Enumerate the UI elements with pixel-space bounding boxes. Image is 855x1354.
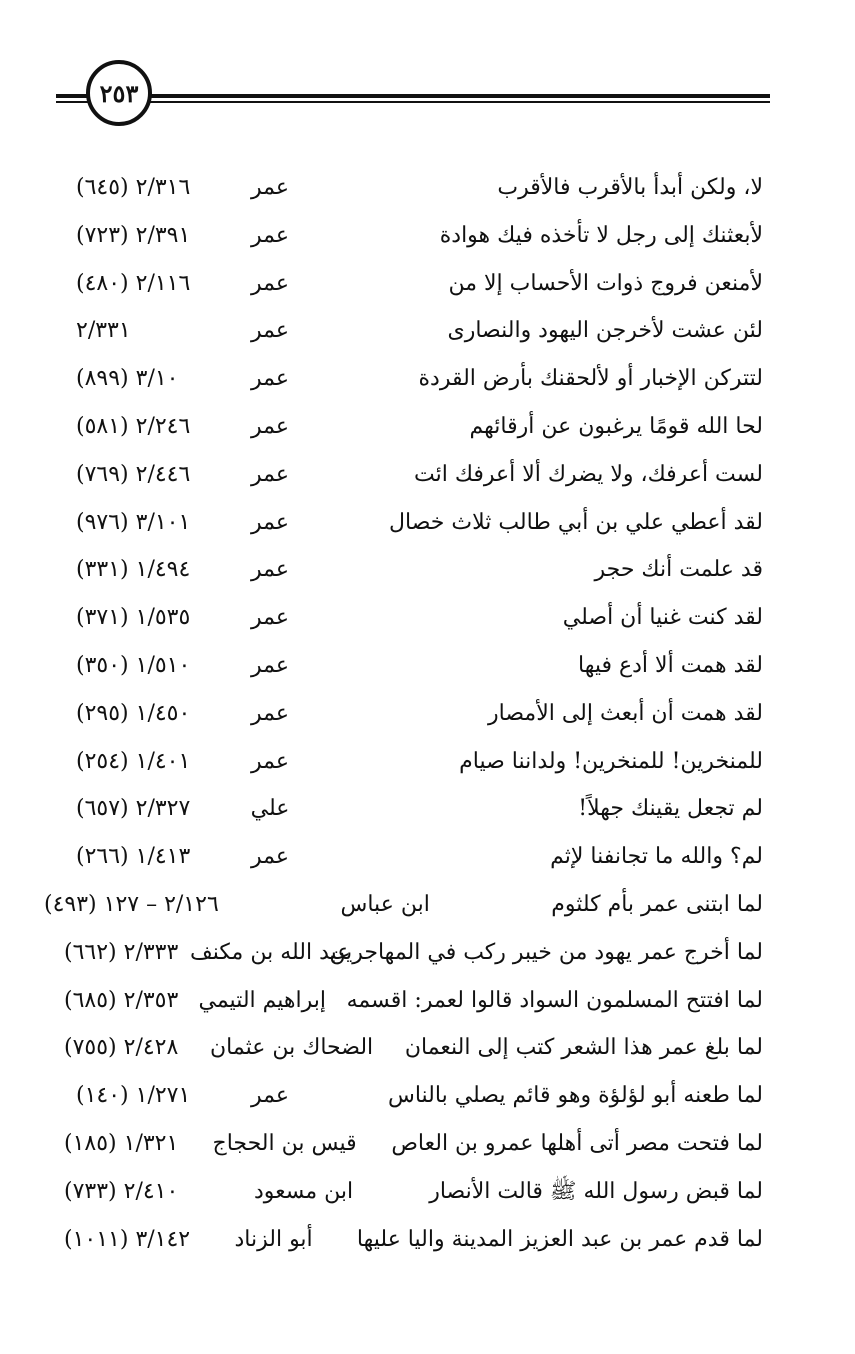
index-entry: [0, 1072, 855, 1120]
index-entry: [0, 499, 855, 547]
index-entry: [0, 929, 855, 977]
entry-text: لما بلغ عمر هذا الشعر كتب إلى النعمان: [404, 1035, 763, 1061]
entry-speaker: عمر: [251, 413, 289, 439]
entry-text: لست أعرفك، ولا يضرك ألا أعرفك ائت: [413, 461, 763, 487]
entry-text: لأبعثنك إلى رجل لا تأخذه فيك هوادة: [439, 222, 763, 248]
entry-speaker: أبو الزناد: [234, 1226, 313, 1252]
entry-reference: ٣/١٠١ (٩٧٦): [76, 509, 191, 535]
entry-reference: ١/٣٢١ (١٨٥): [64, 1130, 179, 1156]
entry-speaker: عمر: [251, 461, 289, 487]
index-entry: [0, 881, 855, 929]
entry-reference: ٢/١١٦ (٤٨٠): [76, 270, 191, 296]
entry-reference: ٣/١٠ (٨٩٩): [76, 366, 179, 392]
index-entry: [0, 403, 855, 451]
index-entry: [0, 738, 855, 786]
entry-speaker: عمر: [251, 1083, 289, 1109]
entry-reference: ٢/٣٩١ (٧٢٣): [76, 222, 191, 248]
index-entry: [0, 1168, 855, 1216]
entry-speaker: عمر: [251, 605, 289, 631]
entry-reference: ١/٤٥٠ (٢٩٥): [76, 700, 191, 726]
entry-speaker: ابن مسعود: [254, 1178, 354, 1204]
entry-reference: ١/٤١٣ (٢٦٦): [76, 844, 191, 870]
entry-reference: ٢/٣١٦ (٦٤٥): [76, 175, 191, 200]
entry-reference: ٣/١٤٢ (١٠١١): [64, 1226, 191, 1252]
entry-reference: ٢/٣٣١: [76, 318, 131, 344]
entry-text: لقد همت ألا أدع فيها: [578, 652, 763, 678]
index-entry: [0, 355, 855, 403]
index-entry: [0, 546, 855, 594]
index-entry: [0, 451, 855, 499]
index-entry: [0, 212, 855, 260]
entry-text: للمنخرين! للمنخرين! ولداننا صيام: [459, 748, 763, 774]
entry-reference: ١/٥٣٥ (٣٧١): [76, 605, 191, 631]
entry-text: لما قدم عمر بن عبد العزيز المدينة واليا عليها: [356, 1226, 763, 1252]
entry-text: لم تجعل يقينك جهلاً!: [578, 796, 763, 822]
index-entry: [0, 1024, 855, 1072]
entry-speaker: إبراهيم التيمي: [198, 987, 327, 1013]
index-entry: [0, 1216, 855, 1264]
page-header: [0, 0, 855, 140]
entry-text: لأمنعن فروج ذوات الأحساب إلا من: [448, 270, 763, 296]
entry-speaker: عمر: [251, 652, 289, 678]
entry-text: لما افتتح المسلمون السواد قالوا لعمر: اقسمه: [346, 987, 763, 1013]
entry-reference: ١/٤٠١ (٢٥٤): [76, 748, 191, 774]
index-entry: [0, 594, 855, 642]
entry-text: لما قبض رسول الله ﷺ قالت الأنصار: [429, 1178, 763, 1204]
page-number: ٢٥٣: [99, 78, 139, 108]
entry-reference: ٢/٣٢٧ (٦٥٧): [76, 796, 191, 822]
index-entry: [0, 642, 855, 690]
index-entry: [0, 260, 855, 308]
entry-reference: ١/٤٩٤ (٣٣١): [76, 557, 191, 583]
entry-text: قد علمت أنك حجر: [594, 557, 763, 583]
entry-text: لا، ولكن أبدأ بالأقرب فالأقرب: [497, 175, 763, 200]
entry-text: لقد كنت غنيا أن أصلي: [562, 605, 763, 631]
entry-speaker: عمر: [251, 318, 289, 344]
entry-reference: ٢/١٢٦ – ١٢٧ (٤٩٣): [44, 891, 219, 917]
index-list: [0, 164, 855, 1263]
entry-speaker: عبد الله بن مكنف: [190, 939, 351, 965]
entry-reference: ٢/٢٤٦ (٥٨١): [76, 413, 191, 439]
entry-speaker: علي: [250, 796, 290, 822]
entry-reference: ١/٢٧١ (١٤٠): [76, 1083, 191, 1109]
header-rule-thin: [56, 101, 770, 103]
entry-speaker: عمر: [251, 748, 289, 774]
entry-text: لحا الله قومًا يرغبون عن أرقائهم: [469, 413, 763, 439]
entry-reference: ١/٥١٠ (٣٥٠): [76, 652, 191, 678]
index-entry: [0, 1120, 855, 1168]
entry-reference: ٢/٤٢٨ (٧٥٥): [64, 1035, 179, 1061]
entry-text: لقد أعطي علي بن أبي طالب ثلاث خصال: [389, 509, 763, 535]
entry-text: لما أخرج عمر يهود من خيبر ركب في المهاجرين: [329, 939, 763, 965]
entry-reference: ٢/٣٣٣ (٦٦٢): [64, 939, 179, 965]
entry-speaker: عمر: [251, 270, 289, 296]
entry-text: لم؟ والله ما تجانفنا لإثم: [550, 844, 763, 870]
entry-text: لتتركن الإخبار أو لألحقنك بأرض القردة: [418, 366, 763, 392]
index-entry: [0, 977, 855, 1025]
entry-speaker: ابن عباس: [340, 891, 430, 917]
entry-text: لئن عشت لأخرجن اليهود والنصارى: [447, 318, 763, 344]
index-entry: [0, 164, 855, 212]
index-entry: [0, 307, 855, 355]
index-entry: [0, 690, 855, 738]
index-entry: [0, 833, 855, 881]
page-number-badge: [86, 60, 152, 126]
entry-text: لما ابتنى عمر بأم كلثوم: [551, 891, 763, 917]
entry-speaker: قيس بن الحجاج: [212, 1130, 357, 1156]
entry-speaker: عمر: [251, 222, 289, 248]
entry-speaker: الضحاك بن عثمان: [210, 1035, 374, 1061]
entry-reference: ٢/٣٥٣ (٦٨٥): [64, 987, 179, 1013]
entry-text: لقد همت أن أبعث إلى الأمصار: [488, 700, 763, 726]
entry-speaker: عمر: [251, 700, 289, 726]
entry-speaker: عمر: [251, 509, 289, 535]
header-rule: [56, 94, 770, 98]
entry-speaker: عمر: [251, 175, 289, 200]
index-entry: [0, 785, 855, 833]
entry-speaker: عمر: [251, 844, 289, 870]
entry-speaker: عمر: [251, 366, 289, 392]
entry-reference: ٢/٤١٠ (٧٣٣): [64, 1178, 179, 1204]
entry-reference: ٢/٤٤٦ (٧٦٩): [76, 461, 191, 487]
entry-text: لما فتحت مصر أتى أهلها عمرو بن العاص: [391, 1130, 763, 1156]
entry-text: لما طعنه أبو لؤلؤة وهو قائم يصلي بالناس: [387, 1083, 763, 1109]
entry-speaker: عمر: [251, 557, 289, 583]
